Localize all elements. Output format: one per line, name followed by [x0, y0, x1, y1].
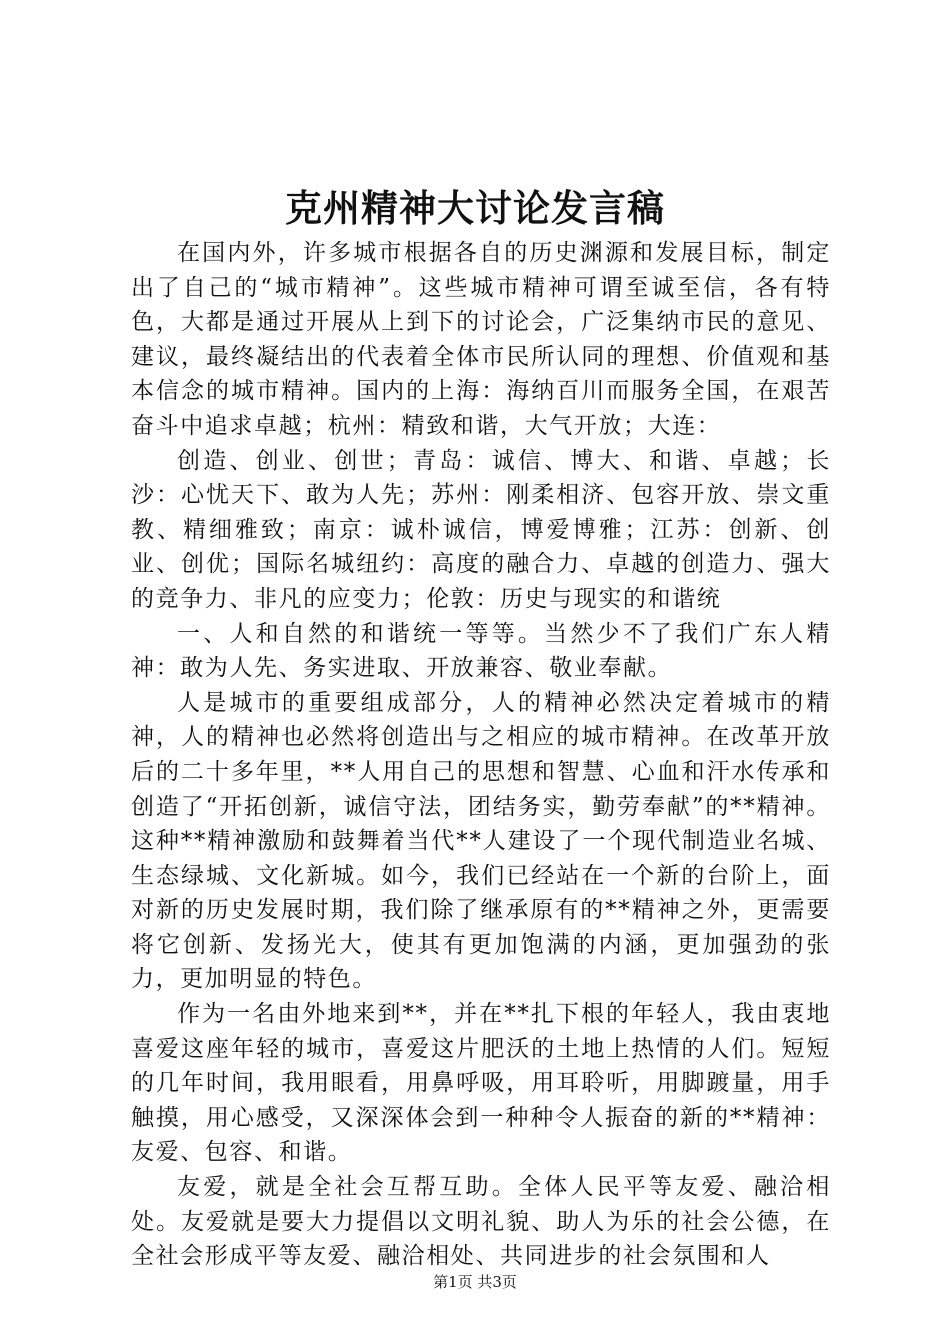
page-footer: 第1页 共3页: [433, 1273, 517, 1291]
paragraph-5: 作为一名由外地来到**，并在**扎下根的年轻人，我由衷地喜爱这座年轻的城市，喜爱这片肥沃的土地上热情的人们。短短的几年时间，我用眼看，用鼻呼吸，用耳聆听，用脚踱量，用手触摸，用心感受，又深深体会到一种种令人振奋的新的**精神：友爱、包容、和谐。: [131, 1001, 831, 1166]
document-title: 克州精神大讨论发言稿: [285, 186, 665, 230]
paragraph-6: 友爱，就是全社会互帮互助。全体人民平等友爱、融洽相处。友爱就是要大力提倡以文明礼貌、助人为乐的社会公德，在全社会形成平等友爱、融洽相处、共同进步的社会氛围和人: [131, 1174, 831, 1270]
paragraph-1: 在国内外，许多城市根据各自的历史渊源和发展目标，制定出了自己的“城市精神”。这些城市精神可谓至诚至信，各有特色，大都是通过开展从上到下的讨论会，广泛集纳市民的意见、建议，最终凝结出的代表着全体市民所认同的理想、价值观和基本信念的城市精神。国内的上海：海纳百川而服务全国，在艰苦奋斗中追求卓越；杭州：精致和谐，大气开放；大连：: [131, 240, 831, 439]
paragraph-4: 人是城市的重要组成部分，人的精神必然决定着城市的精神，人的精神也必然将创造出与之相应的城市精神。在改革开放后的二十多年里，**人用自己的思想和智慧、心血和汗水传承和创造了“开拓创新，诚信守法，团结务实，勤劳奉献”的**精神。这种**精神激励和鼓舞着当代**人建设了一个现代制造业名城、生态绿城、文化新城。如今，我们已经站在一个新的台阶上，面对新的历史发展时期，我们除了继承原有的**精神之外，更需要将它创新、发扬光大，使其有更加饱满的内涵，更加强劲的张力，更加明显的特色。: [131, 689, 831, 993]
paragraph-2: 创造、创业、创世；青岛：诚信、博大、和谐、卓越；长沙：心忧天下、敢为人先；苏州：刚柔相济、包容开放、崇文重教、精细雅致；南京：诚朴诚信，博爱博雅；江苏：创新、创业、创优；国际名城纽约：高度的融合力、卓越的创造力、强大的竞争力、非凡的应变力；伦敦：历史与现实的和谐统: [131, 447, 831, 612]
document-body: [131, 236, 831, 1274]
paragraph-3: 一、人和自然的和谐统一等等。当然少不了我们广东人精神：敢为人先、务实进取、开放兼容、敬业奉献。: [131, 620, 831, 682]
